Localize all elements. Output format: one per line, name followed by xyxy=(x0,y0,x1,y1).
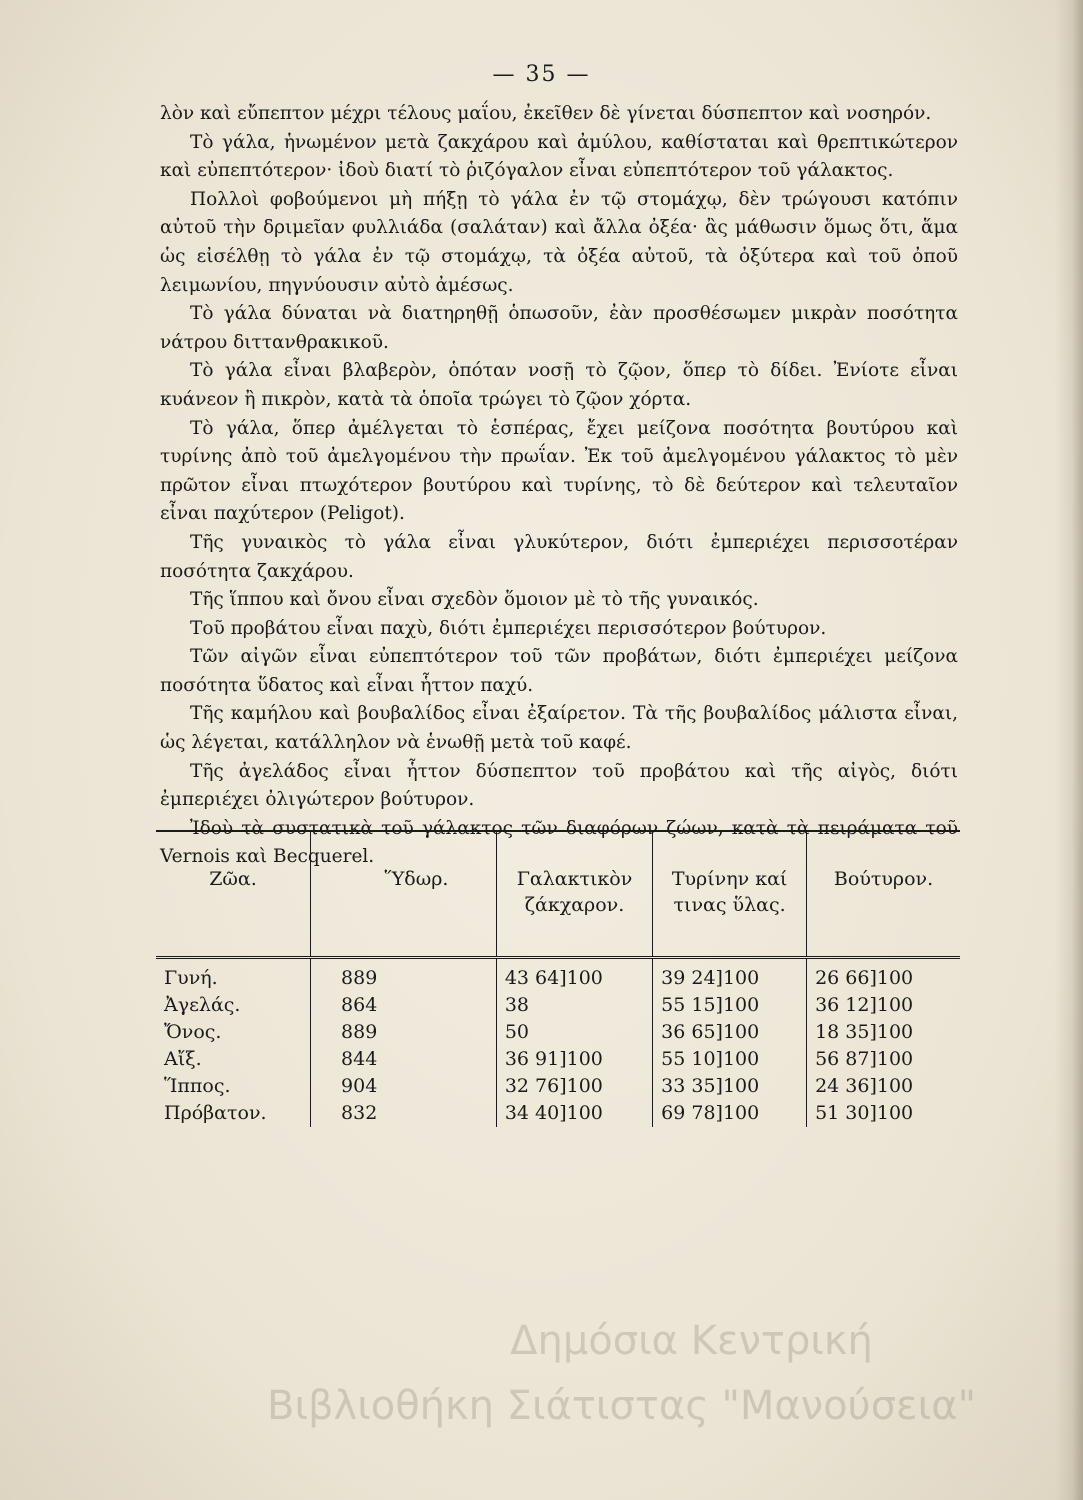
header-butter: Βούτυρον. xyxy=(807,831,960,958)
paragraph: Τῶν αἰγῶν εἶναι εὐπεπτότερον τοῦ τῶν προβάτων, διότι ἐμπεριέχει μείζονα ποσότητα ὕδατος καὶ εἶναι ἧττον παχύ. xyxy=(160,646,958,696)
cell-water: 889 xyxy=(311,958,497,993)
milk-composition-table xyxy=(156,830,960,1127)
cell-cheese: 69 78]100 xyxy=(653,1100,807,1127)
cell-cheese: 55 15]100 xyxy=(653,992,807,1019)
cell-sugar: 36 91]100 xyxy=(496,1046,652,1073)
cell-cheese: 39 24]100 xyxy=(653,958,807,993)
paragraph: Τὸ γάλα, ἡνωμένον μετὰ ζακχάρου καὶ ἀμύλου, καθίσταται καὶ θρεπτικώτερον καὶ εὐπεπτότερον· ἰδοὺ διατί τὸ ῥιζόγαλον εἶναι εὐπεπτότερον τοῦ γάλακτος. xyxy=(160,131,958,182)
cell-sugar: 50 xyxy=(496,1019,652,1046)
cell-butter: 26 66]100 xyxy=(807,958,960,993)
paragraph: Τῆς καμήλου καὶ βουβαλίδος εἶναι ἐξαίρετον. Τὰ τῆς βουβαλίδος μάλιστα εἶναι, ὡς λέγεται, κατάλληλον νὰ ἑνωθῇ μετὰ τοῦ καφέ. xyxy=(160,703,958,754)
paragraph: Τῆς γυναικὸς τὸ γάλα εἶναι γλυκύτερον, διότι ἐμπεριέχει περισσοτέραν ποσότητα ζακχάρου. xyxy=(160,531,958,582)
table-row xyxy=(156,1019,960,1046)
cell-water: 889 xyxy=(311,1019,497,1046)
library-watermark-line2: Βιβλιοθήκη Σιάτιστας "Μανούσεια" xyxy=(267,1383,976,1429)
paragraph: Πολλοὶ φοβούμενοι μὴ πήξῃ τὸ γάλα ἐν τῷ στομάχῳ, δὲν τρώγουσι κατόπιν αὐτοῦ τὴν δριμεῖαν φυλλιάδα (σαλάταν) καὶ ἄλλα ὀξέα· ἂς μάθωσιν ὅμως ὅτι, ἅμα ὡς εἰσέλθῃ τὸ γάλα ἐν τῷ στομάχῳ, τὰ ὀξέα αὐτοῦ, τὰ ὀξύτερα καὶ τοῦ ὀποῦ λειμωνίου, πηγνύουσιν αὐτὸ ἀμέσως. xyxy=(160,188,958,296)
table-row xyxy=(156,992,960,1019)
table-row xyxy=(156,1073,960,1100)
cell-butter: 24 36]100 xyxy=(807,1073,960,1100)
paragraph-continuation: λὸν καὶ εὔπεπτον μέχρι τέλους μαΐου, ἐκεῖθεν δὲ γίνεται δύσπεπτον καὶ νοσηρόν. xyxy=(160,103,932,124)
cell-cheese: 36 65]100 xyxy=(653,1019,807,1046)
table-header-row xyxy=(156,831,960,958)
cell-sugar: 38 xyxy=(496,992,652,1019)
cell-butter: 18 35]100 xyxy=(807,1019,960,1046)
header-casein: Τυρίνην καί τινας ὕλας. xyxy=(653,831,807,958)
body-text xyxy=(160,100,958,872)
paragraph: Τὸ γάλα εἶναι βλαβερὸν, ὁπόταν νοσῇ τὸ ζῷον, ὅπερ τὸ δίδει. Ἐνίοτε εἶναι κυάνεον ἢ πικρὸν, κατὰ τὰ ὁποῖα τρώγει τὸ ζῷον χόρτα. xyxy=(160,360,958,410)
cell-animal: Ἀγελάς. xyxy=(164,994,241,1016)
cell-cheese: 55 10]100 xyxy=(653,1046,807,1073)
cell-water: 864 xyxy=(311,992,497,1019)
cell-sugar: 34 40]100 xyxy=(496,1100,652,1127)
table-row xyxy=(156,1100,960,1127)
page-number: — 35 — xyxy=(492,62,591,87)
cell-animal: Ὄνος. xyxy=(164,1021,222,1043)
cell-butter: 56 87]100 xyxy=(807,1046,960,1073)
cell-animal: Γυνή. xyxy=(164,967,218,989)
cell-butter: 51 30]100 xyxy=(807,1100,960,1127)
cell-sugar: 43 64]100 xyxy=(496,958,652,993)
paragraph: Τῆς ἵππου καὶ ὄνου εἶναι σχεδὸν ὅμοιον μὲ τὸ τῆς γυναικός. xyxy=(190,589,759,611)
cell-animal: Ἵππος. xyxy=(164,1075,231,1097)
table-row xyxy=(156,958,960,993)
table-row xyxy=(156,1046,960,1073)
library-watermark-line1: Δημόσια Κεντρική xyxy=(510,1318,873,1364)
cell-cheese: 33 35]100 xyxy=(653,1073,807,1100)
cell-animal: Αἴξ. xyxy=(164,1048,202,1070)
cell-water: 832 xyxy=(311,1100,497,1127)
cell-water: 844 xyxy=(311,1046,497,1073)
header-animals: Ζῶα. xyxy=(156,831,311,958)
page-edge-shadow xyxy=(1055,0,1083,1500)
cell-animal: Πρόβατον. xyxy=(164,1102,267,1124)
paragraph: Τοῦ προβάτου εἶναι παχὺ, διότι ἐμπεριέχει περισσότερον βούτυρον. xyxy=(190,617,827,639)
header-milk-sugar: Γαλακτικὸν ζάκχαρον. xyxy=(496,831,652,958)
paragraph: Τῆς ἀγελάδος εἶναι ἧττον δύσπεπτον τοῦ προβάτου καὶ τῆς αἰγὸς, διότι ἐμπεριέχει ὀλιγώτερον βούτυρον. xyxy=(160,760,958,811)
cell-butter: 36 12]100 xyxy=(807,992,960,1019)
paragraph: Ἰδοὺ τὰ συστατικὰ τοῦ γάλακτος τῶν διαφόρων ζώων, κατὰ τὰ πειράματα τοῦ Vernois καὶ Becquerel. xyxy=(160,817,958,868)
cell-sugar: 32 76]100 xyxy=(496,1073,652,1100)
paragraph: Τὸ γάλα, ὅπερ ἀμέλγεται τὸ ἑσπέρας, ἔχει μείζονα ποσότητα βουτύρου καὶ τυρίνης ἀπὸ τοῦ ἀμελγομένου τὴν πρωΐαν. Ἐκ τοῦ ἀμελγομένου γάλακτος τὸ μὲν πρῶτον εἶναι πτωχότερον βουτύρου καὶ τυρίνης, τὸ δὲ δεύτερον καὶ τελευταῖον εἶναι παχύτερον (Peligot). xyxy=(160,417,958,525)
cell-water: 904 xyxy=(311,1073,497,1100)
paragraph: Τὸ γάλα δύναται νὰ διατηρηθῇ ὁπωσοῦν, ἐὰν προσθέσωμεν μικρὰν ποσότητα νάτρου διττανθρακικοῦ. xyxy=(160,303,958,353)
header-water: Ὕδωρ. xyxy=(311,831,497,958)
